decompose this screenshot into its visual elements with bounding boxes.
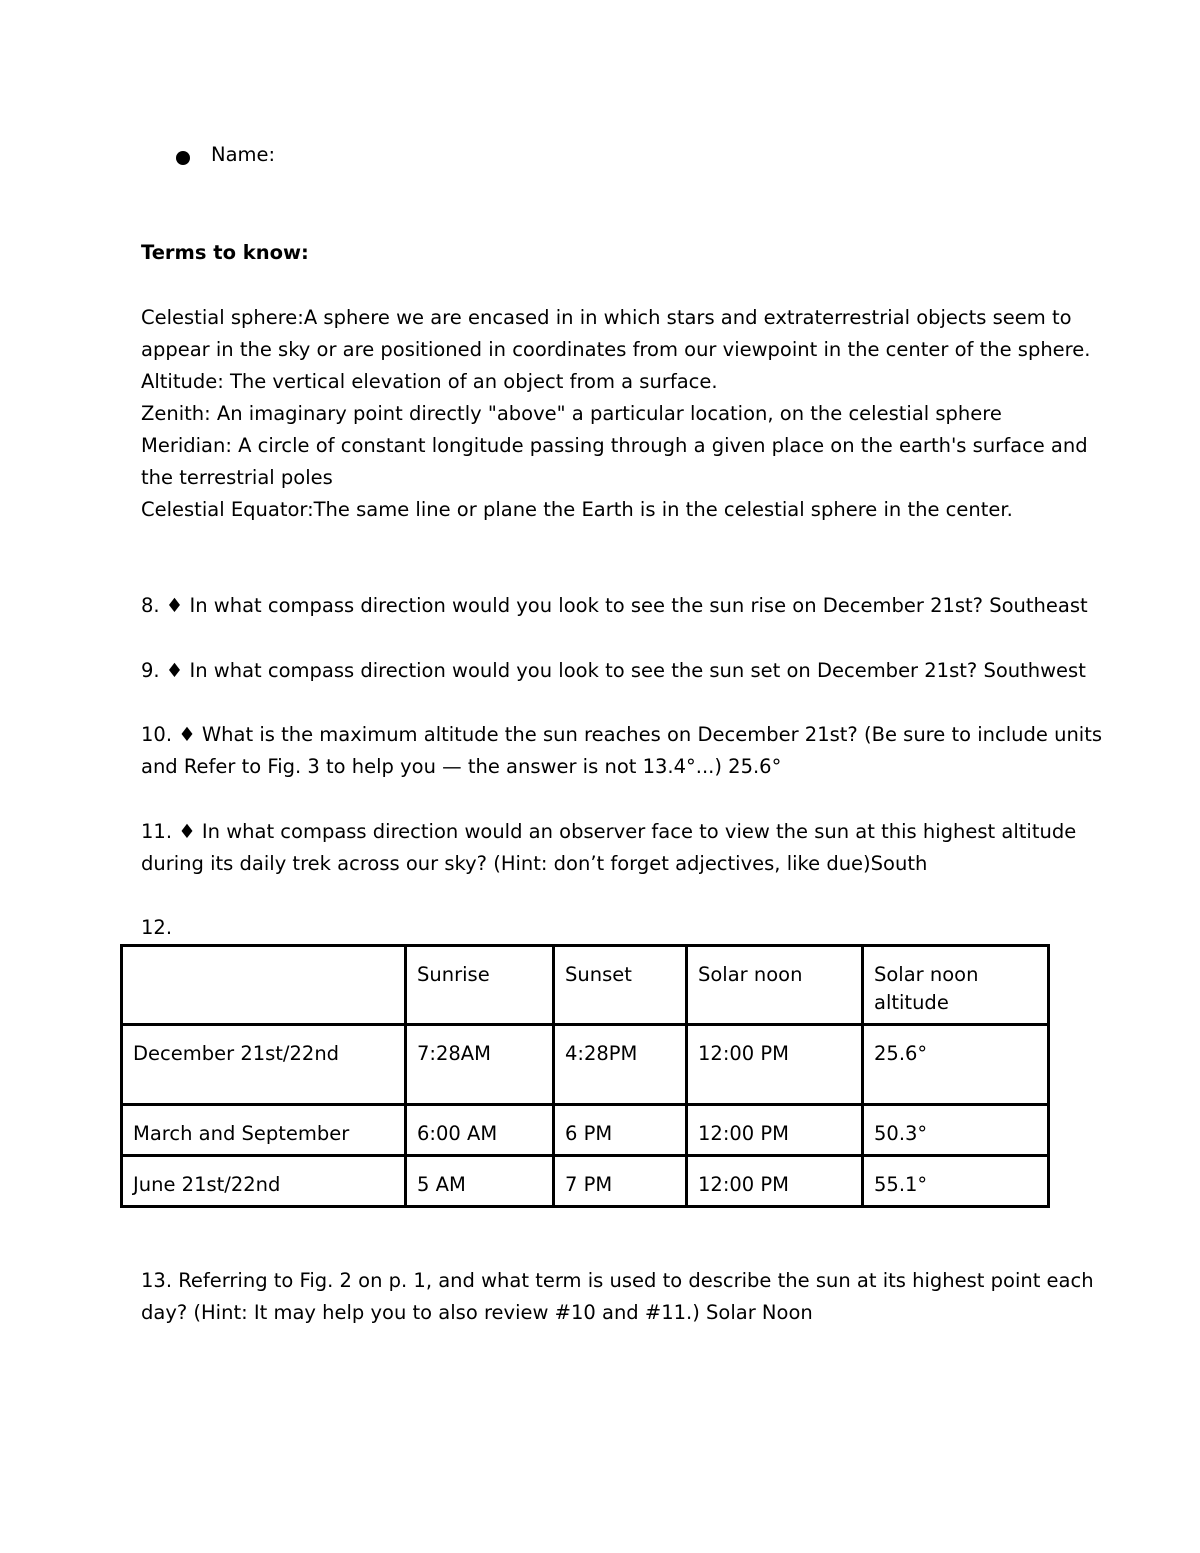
table-cell: December 21st/22nd	[122, 1025, 406, 1105]
table-cell: 12:00 PM	[687, 1105, 863, 1156]
table-header-cell	[122, 946, 406, 1025]
sun-schedule-table	[120, 944, 1050, 1208]
name-label: Name:	[211, 143, 276, 166]
table-cell: 12:00 PM	[687, 1156, 863, 1207]
table-header-cell: Sunset	[554, 946, 687, 1025]
table-cell: 4:28PM	[554, 1025, 687, 1105]
question-12-label: 12.	[141, 916, 173, 939]
question-13-line2: day? (Hint: It may help you to also review #10 and #11.) Solar Noon	[141, 1301, 813, 1324]
table-row	[122, 1105, 1049, 1156]
question-10-line2: and Refer to Fig. 3 to help you — the answer is not 13.4°...) 25.6°	[141, 755, 782, 778]
table-cell: 6:00 AM	[406, 1105, 554, 1156]
question-9: 9. ♦ In what compass direction would you look to see the sun set on December 21st? Southwest	[141, 659, 1086, 682]
question-13-line1: 13. Referring to Fig. 2 on p. 1, and what term is used to describe the sun at its highest point each	[141, 1269, 1094, 1292]
table-row	[122, 1025, 1049, 1105]
table-cell: 7 PM	[554, 1156, 687, 1207]
table-cell: 5 AM	[406, 1156, 554, 1207]
table-cell: 55.1°	[863, 1156, 1049, 1207]
table-cell: 25.6°	[863, 1025, 1049, 1105]
table-cell: June 21st/22nd	[122, 1156, 406, 1207]
term-line: the terrestrial poles	[141, 466, 333, 489]
table-cell: March and September	[122, 1105, 406, 1156]
term-line: Meridian: A circle of constant longitude passing through a given place on the earth's surface and	[141, 434, 1088, 457]
question-8: 8. ♦ In what compass direction would you look to see the sun rise on December 21st? Southeast	[141, 594, 1088, 617]
table-header-row	[122, 946, 1049, 1025]
question-10-line1: 10. ♦ What is the maximum altitude the sun reaches on December 21st? (Be sure to include units	[141, 723, 1103, 746]
table-cell: 7:28AM	[406, 1025, 554, 1105]
table-header-cell: Solar noon	[687, 946, 863, 1025]
bullet-icon	[176, 151, 190, 165]
term-line: Zenith: An imaginary point directly "above" a particular location, on the celestial sphere	[141, 402, 1002, 425]
question-11-line1: 11. ♦ In what compass direction would an observer face to view the sun at this highest altitude	[141, 820, 1077, 843]
table-cell: 6 PM	[554, 1105, 687, 1156]
table-cell: 50.3°	[863, 1105, 1049, 1156]
table-cell: 12:00 PM	[687, 1025, 863, 1105]
terms-heading: Terms to know:	[141, 241, 309, 264]
term-line: Altitude: The vertical elevation of an object from a surface.	[141, 370, 718, 393]
table-header-cell: Solar noon altitude	[863, 946, 1049, 1025]
term-line: Celestial Equator:The same line or plane the Earth is in the celestial sphere in the center.	[141, 498, 1013, 521]
term-line: appear in the sky or are positioned in coordinates from our viewpoint in the center of the sphere.	[141, 338, 1091, 361]
table-row	[122, 1156, 1049, 1207]
term-line: Celestial sphere:A sphere we are encased in in which stars and extraterrestrial objects seem to	[141, 306, 1072, 329]
question-11-line2: during its daily trek across our sky? (Hint: don’t forget adjectives, like due)South	[141, 852, 928, 875]
table-header-cell: Sunrise	[406, 946, 554, 1025]
